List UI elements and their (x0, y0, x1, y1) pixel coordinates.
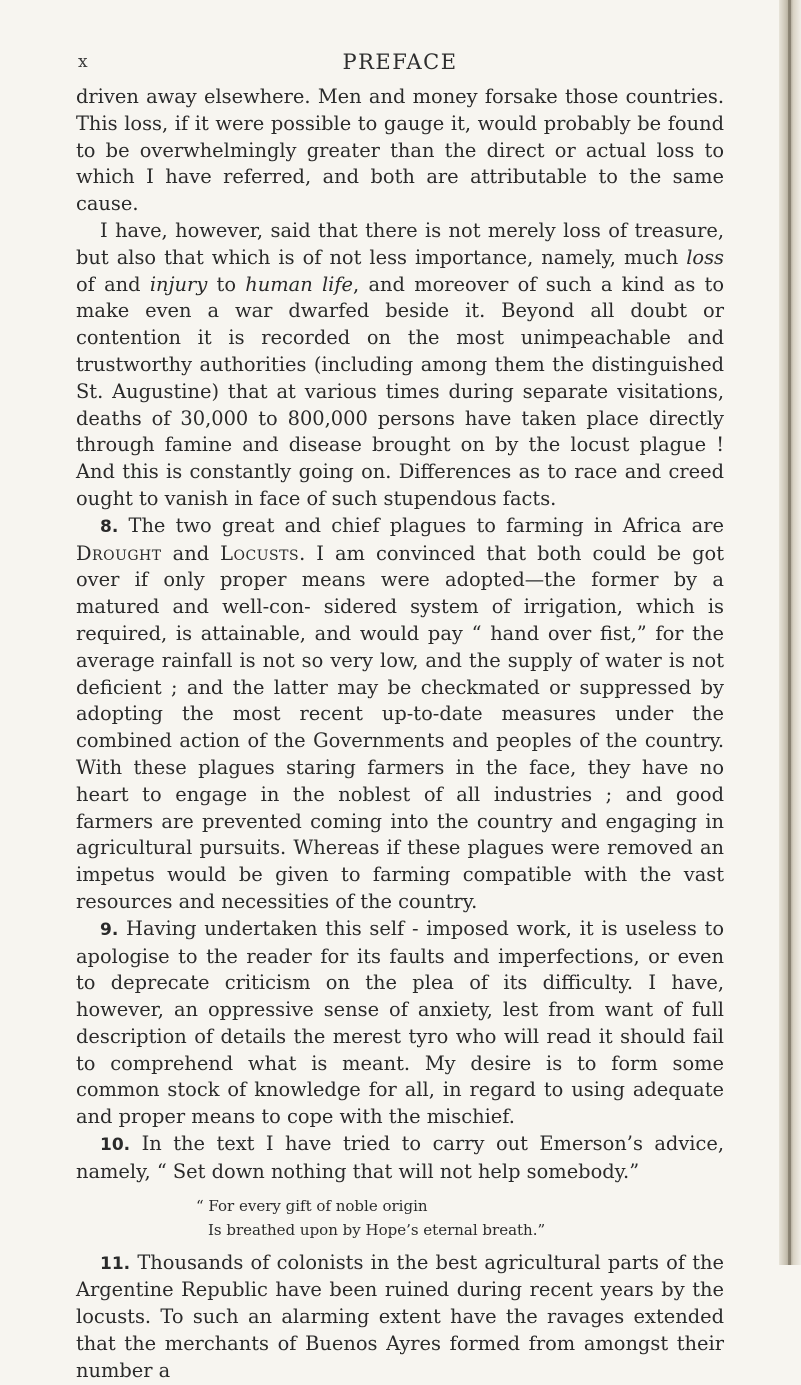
verse-quote (76, 1194, 724, 1242)
paragraph-number: 8. (100, 516, 119, 537)
text-run: and (161, 541, 221, 565)
page-header (78, 50, 722, 80)
text-run: I have, however, said that there is not merely loss of treasure, but also that which is of not less importance, namely, much (76, 218, 724, 269)
italic-text: human life (245, 272, 354, 296)
page-number: x (78, 52, 89, 72)
paragraph-9 (76, 916, 724, 1131)
running-head: PREFACE (342, 50, 458, 74)
text-run: The two great and chief plagues to farming in Africa are (118, 513, 724, 537)
text-run: of and (76, 272, 150, 296)
body-text (76, 84, 724, 1385)
paragraph-8 (76, 513, 724, 916)
paragraph-loss-of-life (76, 218, 724, 513)
text-run: Thousands of colonists in the best agricultural parts of the Argentine Republic have been ruined during recent years by the locusts. To such an alarming extent have the ravages extended that the merchants of Buenos Ayres formed from amongst their number a (76, 1250, 724, 1382)
text-run: Having undertaken this self - imposed work, it is useless to apologise to the reader for its faults and imperfections, or even to deprecate criticism on the plea of its difficulty. I have, however, an oppressive sense of anxiety, lest from want of full description of details the merest tyro who will read it should fail to comprehend what is meant. My desire is to form some common stock of knowledge for all, in regard to using adequate and proper means to cope with the mischief. (76, 916, 724, 1129)
small-caps-text: Drought (76, 541, 162, 565)
paragraph-number: 11. (100, 1253, 131, 1274)
italic-text: injury (149, 272, 208, 296)
small-caps-text: Locusts (220, 541, 300, 565)
quote-line: Is breathed upon by Hope’s eternal breath.” (208, 1220, 546, 1239)
quote-line: “ For every gift of noble origin (196, 1196, 428, 1215)
text-run: . I am convinced that both could be got over if only proper means were adopted—the former by a matured and well-con- sidered system of irrigation, which is required, is attainable, and would pay “ hand over fist,” for the average rainfall is not so very low, and the supply of water is not deficient ; and the latter may be checkmated or suppressed by adopting the most recent up-to-date measures under the combined action of the Governments and peoples of the country. With these plagues staring farmers in the face, they have no heart to engage in the noblest of all industries ; and good farmers are prevented coming into the country and engaging in agricultural pursuits. Whereas if these plagues were removed an impetus would be given to farming compatible with the vast resources and necessities of the country. (76, 541, 725, 913)
page-edge-line (788, 0, 791, 1265)
paragraph-10 (76, 1131, 724, 1186)
text-run: , and moreover of such a kind as to make even a war dwarfed beside it. Beyond all doubt or contention it is recorded on the most unimpeachable and trustworthy authorities (including among them the distinguished St. Augustine) that at various times during separate visitations, deaths of 30,000 to 800,000 persons have taken place directly through famine and disease brought on by the locust plague ! And this is constantly going on. Differences as to race and creed ought to vanish in face of such stupendous facts. (76, 272, 725, 510)
italic-text: loss (686, 245, 724, 269)
paragraph-11 (76, 1250, 724, 1385)
text-run: In the text I have tried to carry out Emerson’s advice, namely, “ Set down nothing that will not help somebody.” (76, 1132, 724, 1183)
text-run: to (207, 272, 246, 296)
paragraph-continued: driven away elsewhere. Men and money forsake those countries. This loss, if it were possible to gauge it, would probably be found to be overwhelmingly greater than the direct or actual loss to which I have referred, and both are attributable to the same cause. (76, 85, 724, 216)
paragraph-number: 9. (100, 919, 119, 940)
paragraph-number: 10. (100, 1135, 131, 1156)
